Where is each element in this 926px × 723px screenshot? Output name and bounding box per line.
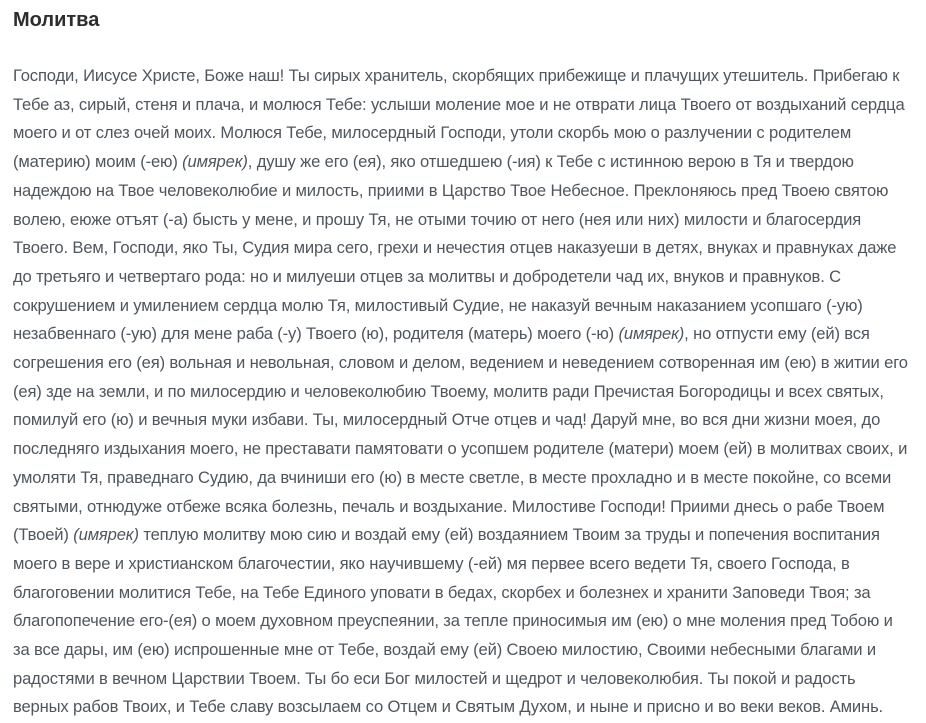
page-title: Молитва — [13, 9, 100, 31]
prayer-text: Господи, Иисусе Христе, Боже наш! Ты сирых хранитель, скорбящих прибежище и плачущих утешитель. Прибегаю к Тебе аз, сирый, стеня и плача, и молюся Тебе: услыши моление мое и не отврати лица Твоего от воздыханий сердца моего и от слез очей моих. Молюся Тебе, милосердный Господи, утоли скорбь мою о разлучении с родителем (материю) моим (-ею) (имярек), душу же его (ея), яко отшедшею (-ия) к Тебе с истинною верою в Тя и твердою надеждою на Твое человеколюбие и милость, приими в Царство Твое Небесное. Преклоняюсь пред Твоею святою волею, еюже отъят (-а) бысть у мене, и прошу Тя, не отыми точию от него (нея или них) милости и благосердия Твоего. Вем, Господи, яко Ты, Судия мира сего, грехи и нечестия отцев наказуеши в детях, внуках и правнуках даже до третьяго и четвертаго рода: но и милуеши отцев за молитвы и добродетели чад их, внуков и правнуков. С сокрушением и умилением сердца молю Тя, милостивый Судие, не наказуй вечным наказанием усопшаго (-ую) незабвеннаго (-ую) для мене раба (-у) Твоего (ю), родителя (матерь) моего (-ю) (имярек), но отпусти ему (ей) вся согрешения его (ея) вольная и невольная, словом и делом, ведением и неведением сотворенная им (ею) в житии его (ея) зде на земли, и по милосердию и человеколюбию Твоему, молитв ради Пречистая Богородицы и всех святых, помилуй его (ю) и вечныя муки избави. Ты, милосердный Отче отцев и чад! Даруй мне, во вся дни жизни моея, до последняго издыхания моего, не преставати памятовати о усопшем родителе (матери) моем (ей) в молитвах своих, и умоляти Тя, праведнаго Судию, да вчиниши его (ю) в месте светле, в месте прохладно и в месте покойне, со всеми святыми, отнюдуже отбеже всяка болезнь, печаль и воздыхание. Милостиве Господи! Приими днесь о рабе Твоем (Твоей) (имярек) теплую молитву мою сию и воздай ему (ей) воздаянием Твоим за труды и попечения воспитания моего в вере и христианском благочестии, яко научившему (-ей) мя первее всего ведети Тя, своего Господа, в благоговении молитися Тебе, на Тебе Единого уповати в бедах, скорбех и болезнех и хранити Заповеди Твоя; за благопопечение его-(ея) о моем духовном преуспеянии, за тепле приносимыя им (ею) о мне моления пред Тобою и за все дары, им (ею) испрошенные мне от Тебе, воздай ему (ей) Своею милостию, Своими небесными благами и радостями в вечном Царствии Твоем. Ты бо еси Бог милостей и щедрот и человеколюбия. Ты покой и радость верных рабов Твоих, и Тебе славу возсылаем со Отцем и Святым Духом, и ныне и присно и во веки веков. Аминь. — [13, 66, 908, 717]
